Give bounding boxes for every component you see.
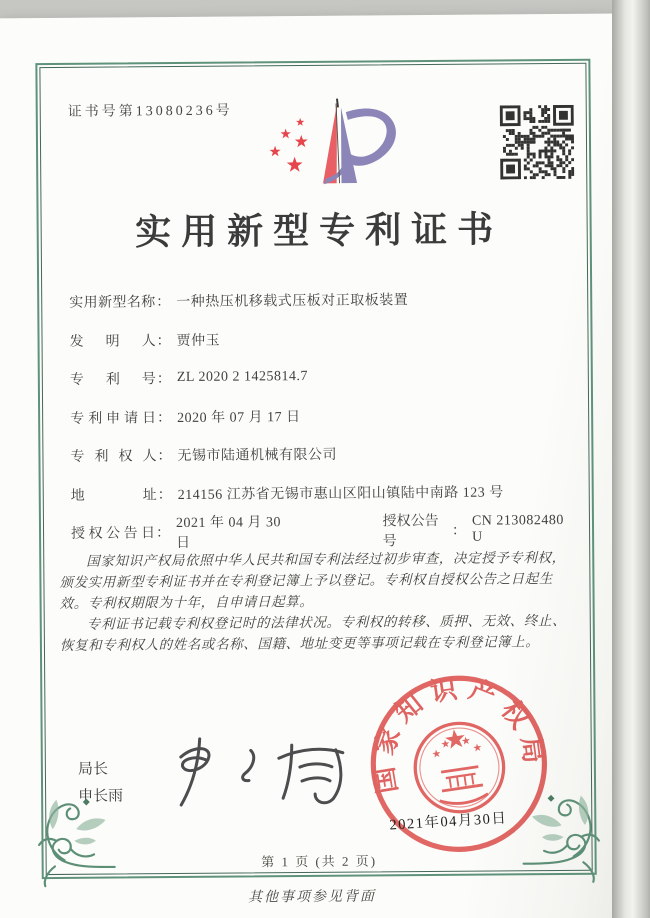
field-label: 实用新型名称 — [69, 295, 156, 312]
field-label: 专利申请日 — [70, 410, 157, 427]
field-row-filing-date: 专利申请日 ： 2020 年 07 月 17 日 — [70, 394, 575, 436]
logo-spire — [322, 103, 337, 183]
field-row-patent-number: 专利号 ： ZL 2020 2 1425814.7 — [69, 369, 308, 389]
certificate-paper — [0, 14, 629, 918]
field-value: 贾仲玉 — [176, 333, 221, 349]
back-side-note: 其他事项参见背面 — [247, 889, 376, 906]
corner-flourish-left-icon — [19, 788, 118, 889]
officer-title: 局长 — [77, 761, 108, 778]
field-value: CN 213082480 U — [471, 513, 564, 545]
field-label: 授权公告号 — [382, 514, 439, 550]
field-value: ZL 2020 2 1425814.7 — [176, 369, 308, 386]
certificate-frame — [35, 59, 596, 879]
national-emblem-icon — [409, 717, 509, 817]
field-value: 2020 年 07 月 17 日 — [177, 409, 301, 426]
field-row-address: 地址 ： 214156 江苏省无锡市惠山区阳山镇陆中南路 123 号 — [71, 471, 576, 513]
certificate-number: 证书号第13080236号 — [67, 103, 233, 120]
field-label: 授权公告日 — [71, 526, 156, 543]
seal-date: 2021年04月30日 — [389, 810, 508, 834]
legal-paragraph-2: 专利证书记载专利权登记时的法律状况。专利权的转移、质押、无效、终止、恢复和专利权人的姓名或名称、国籍、地址变更等事项记载在专利登记簿上。 — [59, 612, 567, 653]
legal-text — [59, 547, 577, 656]
certificate-title: 实用新型专利证书 — [135, 209, 504, 253]
field-row-patentee: 专利权人 ： 无锡市陆通机械有限公司 — [70, 433, 575, 475]
field-row-name: 实用新型名称 ： 一种热压机移载式压板对正取板装置 — [69, 279, 574, 321]
corner-flourish-right-icon — [520, 785, 619, 886]
field-label: 专利号 — [69, 372, 156, 389]
field-list — [69, 279, 576, 552]
qr-code — [500, 105, 575, 180]
field-label: 地址 — [70, 487, 157, 504]
field-value: 2021 年 04 月 30 日 — [175, 515, 282, 552]
field-label: 发明人 — [69, 333, 156, 350]
logo-spire-tip — [337, 99, 338, 108]
seal-text: 国家知识产权局 — [368, 673, 550, 796]
officer-name: 申长雨 — [78, 788, 124, 805]
legal-paragraph-1: 国家知识产权局依照中华人民共和国专利法经过初步审查，决定授予专利权，颁发实用新型专利证书并在专利登记簿上予以登记。专利权自授权公告之日起生效。专利权期限为十年，自申请日起算。 — [59, 549, 566, 611]
field-value: 214156 江苏省无锡市惠山区阳山镇陆中南路 123 号 — [177, 485, 504, 503]
signature-icon — [153, 731, 359, 813]
field-value: 无锡市陆通机械有限公司 — [177, 448, 338, 465]
field-row-grant: 授权公告日 ： 2021 年 04 月 30 日 授权公告号 ： CN 213082480 U — [71, 510, 576, 552]
paper-edge — [612, 0, 650, 918]
field-label: 专利权人 — [70, 449, 157, 466]
cnipa-logo-icon — [242, 92, 420, 200]
page-indicator: 第 1 页 (共 2 页) — [261, 853, 378, 870]
field-value: 一种热压机移载式压板对正取板装置 — [176, 293, 409, 311]
field-row-inventor: 发明人 ： 贾仲玉 — [69, 317, 574, 359]
